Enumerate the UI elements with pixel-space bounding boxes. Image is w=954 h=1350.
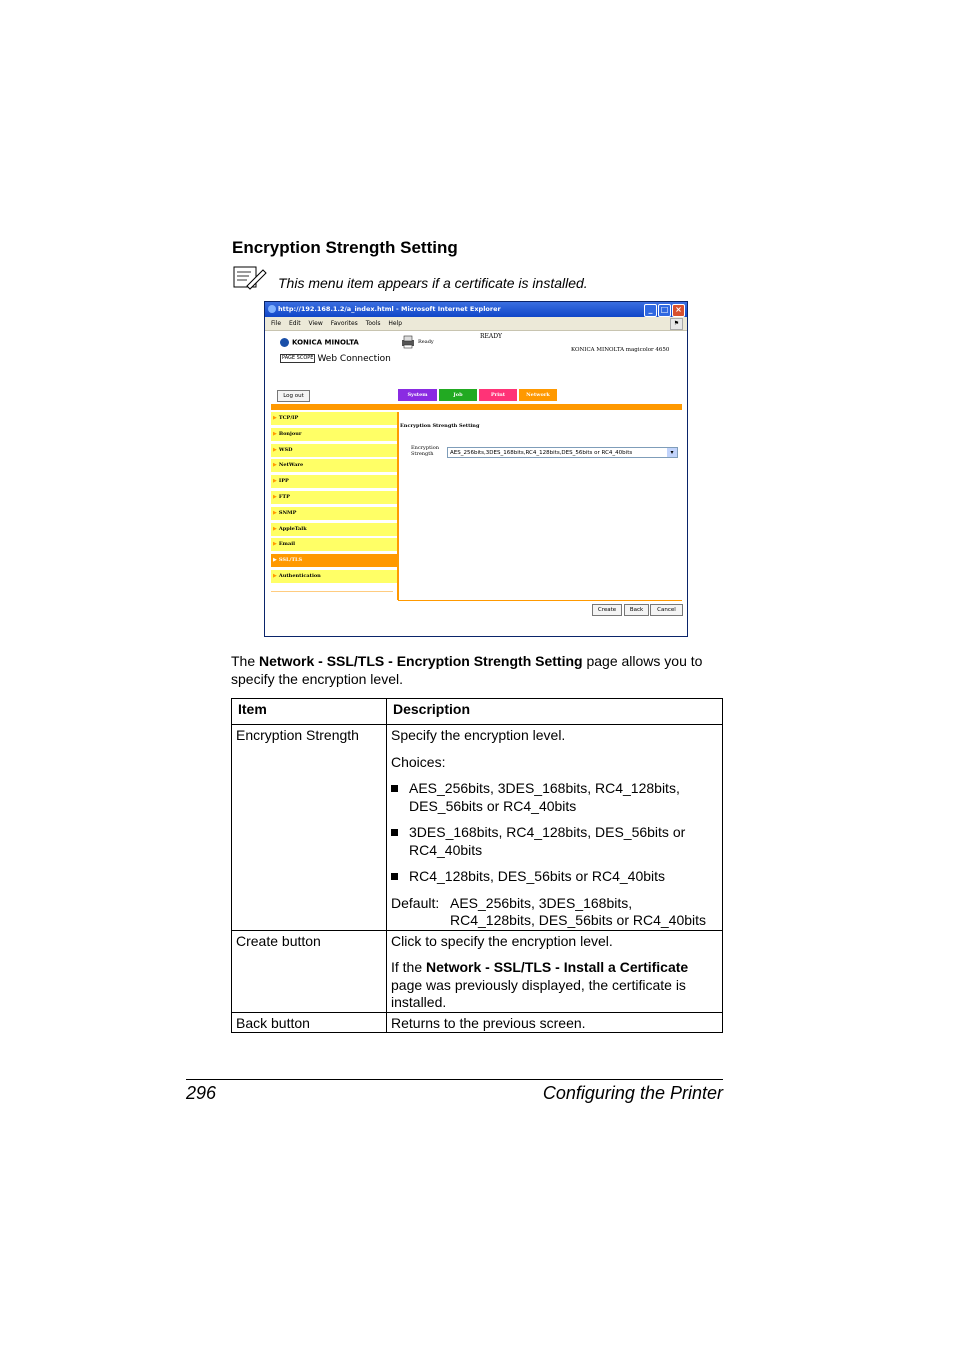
sidebar-item-bonjour[interactable]: ▶ Bonjour (271, 428, 397, 441)
konica-minolta-logo: KONICA MINOLTA (280, 338, 359, 347)
desc-note: If the Network - SSL/TLS - Install a Certificate page was previously displayed, the certificate is installed. (391, 959, 689, 1010)
sidebar-item-netware[interactable]: ▶ NetWare (271, 459, 397, 472)
encryption-strength-label: Encryption Strength (411, 445, 439, 457)
menu-favorites[interactable]: Favorites (330, 320, 358, 327)
sidebar-item-ipp[interactable]: ▶ IPP (271, 475, 397, 488)
ie-icon (268, 305, 276, 313)
sidebar-divider (271, 591, 393, 592)
sidebar-item-tcpip[interactable]: ▶ TCP/IP (271, 412, 397, 425)
minimize-icon[interactable]: _ (644, 304, 657, 317)
pane-divider-horizontal (398, 600, 682, 601)
tab-job[interactable]: Job (439, 389, 477, 401)
arrow-right-icon: ▶ (273, 525, 277, 532)
cancel-button[interactable]: Cancel (650, 604, 683, 616)
menu-tools[interactable]: Tools (365, 320, 381, 327)
windows-flag-icon: ⚑ (670, 318, 683, 330)
row-description (387, 930, 723, 1012)
arrow-right-icon: ▶ (273, 430, 277, 437)
row-item: Back button (232, 1012, 387, 1033)
desc-text: Specify the encryption level. (391, 727, 566, 743)
create-button[interactable]: Create (592, 604, 622, 616)
sidebar-item-email[interactable]: ▶ Email (271, 538, 397, 551)
note-pencil-icon (233, 266, 267, 290)
default-value (391, 895, 718, 930)
row-item: Encryption Strength (232, 725, 387, 931)
arrow-right-icon: ▶ (273, 541, 277, 548)
arrow-right-icon: ▶ (273, 557, 277, 564)
intro-paragraph: The Network - SSL/TLS - Encryption Strength Setting page allows you to specify the encryption level. (231, 653, 703, 687)
table-row (232, 1012, 723, 1033)
arrow-right-icon: ▶ (273, 478, 277, 485)
section-title: Encryption Strength Setting (232, 238, 458, 257)
sidebar-item-appletalk[interactable]: ▶ AppleTalk (271, 523, 397, 536)
printer-ready-label: Ready (418, 339, 434, 345)
arrow-right-icon: ▶ (273, 462, 277, 469)
konica-minolta-symbol-icon (280, 338, 289, 347)
row-description: Returns to the previous screen. (387, 1012, 723, 1033)
tab-system[interactable]: System (398, 389, 437, 401)
sidebar-item-wsd[interactable]: ▶ WSD (271, 444, 397, 457)
status-text: READY (480, 333, 503, 340)
footer-rule (186, 1079, 723, 1080)
sidebar-item-ssltls[interactable]: ▶ SSL/TLS (271, 554, 397, 567)
header-item: Item (232, 699, 387, 725)
printer-icon (401, 335, 415, 349)
tab-print[interactable]: Print (479, 389, 517, 401)
header-description: Description (387, 699, 723, 725)
chevron-down-icon[interactable]: ▾ (667, 448, 677, 457)
chapter-title: Configuring the Printer (542, 1083, 723, 1103)
default-label: Default: (391, 894, 440, 911)
arrow-right-icon: ▶ (273, 446, 277, 453)
arrow-right-icon: ▶ (273, 493, 277, 500)
menu-bar (265, 317, 687, 331)
arrow-right-icon: ▶ (273, 572, 277, 579)
maximize-icon[interactable]: □ (658, 304, 671, 317)
row-description (387, 725, 723, 931)
screenshot-browser-window (264, 301, 688, 637)
choice-item: RC4_128bits, DES_56bits or RC4_40bits (391, 868, 718, 886)
table-row (232, 725, 723, 931)
menu-help[interactable]: Help (388, 320, 403, 327)
choices-label: Choices: (391, 753, 446, 770)
bullet-square-icon (391, 829, 398, 836)
default-text: AES_256bits, 3DES_168bits, RC4_128bits, DES_56bits or RC4_40bits (450, 894, 707, 928)
description-table (231, 698, 723, 1033)
pane-divider-vertical (397, 412, 399, 600)
encryption-strength-select[interactable] (447, 447, 678, 458)
logout-button[interactable]: Log out (277, 390, 310, 402)
menu-file[interactable]: File (271, 320, 282, 327)
arrow-right-icon: ▶ (273, 415, 277, 421)
desc-text: Click to specify the encryption level. (391, 932, 613, 949)
table-row (232, 930, 723, 1012)
bullet-square-icon (391, 873, 398, 880)
tab-network[interactable]: Network (519, 389, 557, 401)
sidebar-item-ftp[interactable]: ▶ FTP (271, 491, 397, 504)
sidebar-nav (271, 412, 397, 600)
window-title: http://192.168.1.2/a_index.html - Microsoft Internet Explorer (278, 305, 501, 313)
model-name: KONICA MINOLTA magicolor 4650 (571, 347, 670, 353)
table-header-row (232, 699, 723, 725)
pane-title: Encryption Strength Setting (400, 423, 480, 429)
tab-underline-bar (271, 404, 682, 410)
choice-item: AES_256bits, 3DES_168bits, RC4_128bits, DES_56bits or RC4_40bits (391, 780, 718, 815)
sidebar-item-snmp[interactable]: ▶ SNMP (271, 507, 397, 520)
encryption-strength-value: AES_256bits,3DES_168bits,RC4_128bits,DES_56bits or RC4_40bits (450, 450, 633, 456)
sidebar-item-authentication[interactable]: ▶ Authentication (271, 570, 397, 583)
choice-item: 3DES_168bits, RC4_128bits, DES_56bits or RC4_40bits (391, 824, 718, 859)
close-icon[interactable]: × (672, 304, 685, 317)
arrow-right-icon: ▶ (273, 509, 277, 516)
bullet-square-icon (391, 785, 398, 792)
window-titlebar (265, 302, 687, 317)
menu-edit[interactable]: Edit (288, 320, 301, 327)
page-number: 296 (186, 1083, 217, 1103)
back-button[interactable]: Back (624, 604, 649, 616)
menu-view[interactable]: View (308, 320, 323, 327)
web-connection-logo: PAGE SCOPE Web Connection (282, 354, 391, 364)
note-text: This menu item appears if a certificate is installed. (278, 275, 588, 291)
row-item: Create button (232, 930, 387, 1012)
